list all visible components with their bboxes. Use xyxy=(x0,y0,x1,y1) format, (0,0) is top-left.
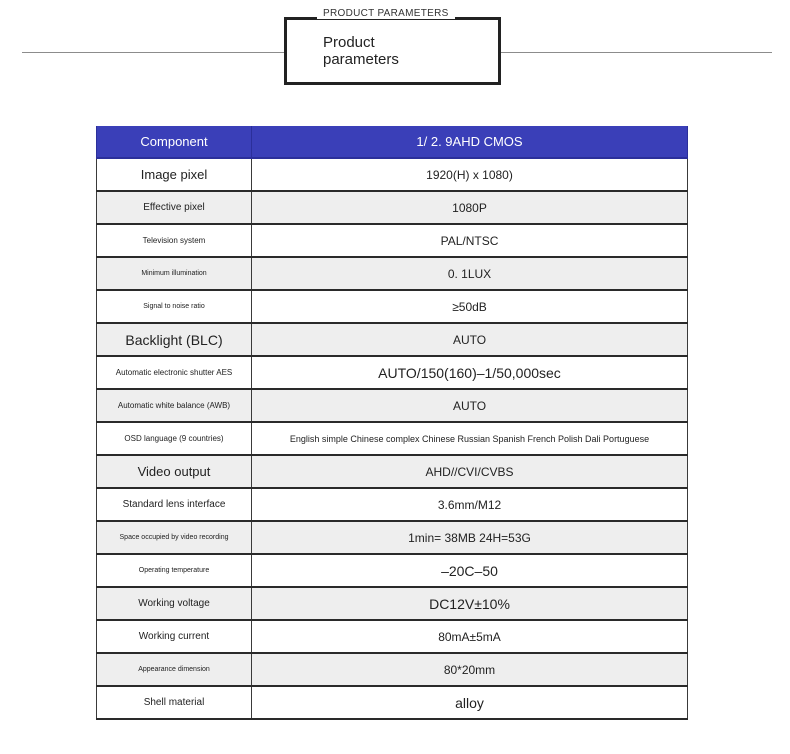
header-value-cell: 1/ 2. 9AHD CMOS xyxy=(252,126,688,158)
param-value: 3.6mm/M12 xyxy=(252,488,688,521)
param-value: 80*20mm xyxy=(252,653,688,686)
table-row xyxy=(97,554,688,587)
param-value: AUTO/150(160)–1/50,000sec xyxy=(252,356,688,389)
right-divider-line xyxy=(500,52,772,53)
table-row xyxy=(97,488,688,521)
param-key: Automatic white balance (AWB) xyxy=(97,389,252,422)
param-key: Television system xyxy=(97,224,252,257)
param-key: OSD language (9 countries) xyxy=(97,422,252,455)
param-key: Effective pixel xyxy=(97,191,252,224)
param-value: alloy xyxy=(252,686,688,719)
table-row xyxy=(97,587,688,620)
section-label: PRODUCT PARAMETERS xyxy=(317,8,455,19)
param-value: AUTO xyxy=(252,389,688,422)
param-key: Space occupied by video recording xyxy=(97,521,252,554)
table-row xyxy=(97,653,688,686)
param-value: 1min= 38MB 24H=53G xyxy=(252,521,688,554)
param-value: DC12V±10% xyxy=(252,587,688,620)
param-value: 0. 1LUX xyxy=(252,257,688,290)
param-key: Standard lens interface xyxy=(97,488,252,521)
param-value: 80mA±5mA xyxy=(252,620,688,653)
table-row xyxy=(97,620,688,653)
param-key: Video output xyxy=(97,455,252,488)
table-row xyxy=(97,686,688,719)
section-title-line-1: Product xyxy=(323,34,375,51)
table-row xyxy=(97,389,688,422)
param-value: AUTO xyxy=(252,323,688,356)
param-value: 1920(H) x 1080) xyxy=(252,158,688,191)
param-value: 1080P xyxy=(252,191,688,224)
table-row xyxy=(97,191,688,224)
param-key: Operating temperature xyxy=(97,554,252,587)
product-parameters-table xyxy=(96,126,688,720)
table-row xyxy=(97,455,688,488)
header-key-cell: Component xyxy=(97,126,252,158)
table-row xyxy=(97,356,688,389)
param-key: Minimum illumination xyxy=(97,257,252,290)
param-key: Working current xyxy=(97,620,252,653)
param-key: Signal to noise ratio xyxy=(97,290,252,323)
param-value: AHD//CVI/CVBS xyxy=(252,455,688,488)
param-key: Shell material xyxy=(97,686,252,719)
param-key: Automatic electronic shutter AES xyxy=(97,356,252,389)
table-row xyxy=(97,521,688,554)
table-row xyxy=(97,158,688,191)
param-value: PAL/NTSC xyxy=(252,224,688,257)
param-value: English simple Chinese complex Chinese Russian Spanish French Polish Dali Portuguese xyxy=(252,422,688,455)
param-value: ≥50dB xyxy=(252,290,688,323)
section-title-box xyxy=(284,8,501,85)
table-row xyxy=(97,224,688,257)
table-row xyxy=(97,323,688,356)
section-title xyxy=(323,34,399,68)
table-row xyxy=(97,257,688,290)
left-divider-line xyxy=(22,52,286,53)
param-key: Working voltage xyxy=(97,587,252,620)
param-key: Image pixel xyxy=(97,158,252,191)
table-row xyxy=(97,290,688,323)
table-header-row xyxy=(97,126,688,158)
table-row xyxy=(97,422,688,455)
param-value: –20C–50 xyxy=(252,554,688,587)
section-title-line-2: parameters xyxy=(323,51,399,68)
param-key: Appearance dimension xyxy=(97,653,252,686)
param-key: Backlight (BLC) xyxy=(97,323,252,356)
